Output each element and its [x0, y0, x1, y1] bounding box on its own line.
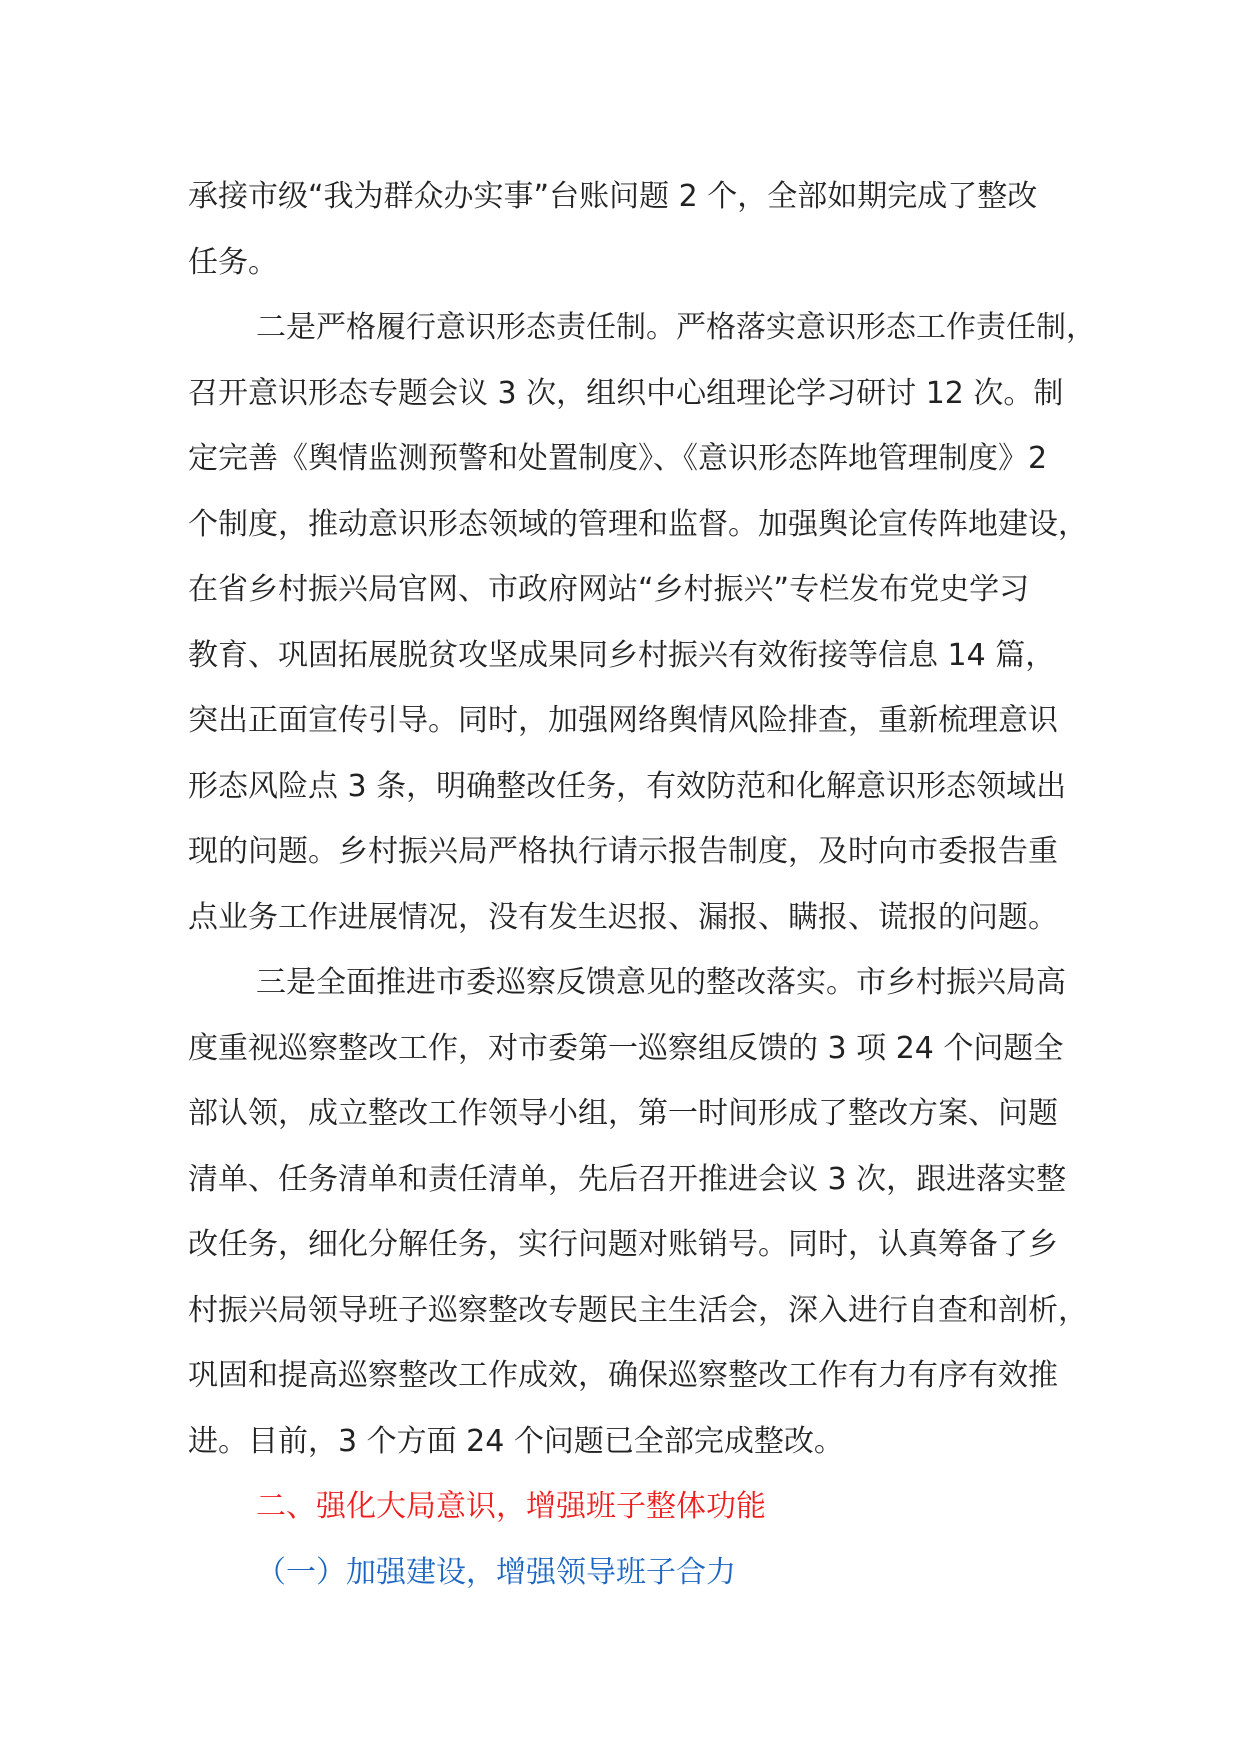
- paragraph-line: 召开意识形态专题会议 3 次，组织中心组理论学习研讨 12 次。制: [188, 375, 1064, 411]
- paragraph-line: 在省乡村振兴局官网、市政府网站“乡村振兴”专栏发布党史学习: [188, 572, 1030, 607]
- paragraph-line: 度重视巡察整改工作，对市委第一巡察组反馈的 3 项 24 个问题全: [188, 1030, 1064, 1066]
- paragraph-line: 改任务，细化分解任务，实行问题对账销号。同时，认真筹备了乡: [188, 1227, 1058, 1262]
- paragraph-line: 个制度，推动意识形态领域的管理和监督。加强舆论宣传阵地建设，: [188, 506, 1088, 542]
- subsection-heading: （一）加强建设，增强领导班子合力: [256, 1554, 736, 1590]
- document-body: [188, 164, 1096, 1605]
- paragraph-line: 承接市级“我为群众办实事”台账问题 2 个，全部如期完成了整改: [188, 179, 1038, 214]
- paragraph-line: 清单、任务清单和责任清单，先后召开推进会议 3 次，跟进落实整: [188, 1161, 1067, 1197]
- paragraph-inspection-rectification: [188, 950, 1088, 1474]
- paragraph-line: 村振兴局领导班子巡察整改专题民主生活会，深入进行自查和剖析，: [188, 1292, 1088, 1328]
- paragraph-line: 形态风险点 3 条，明确整改任务，有效防范和化解意识形态领域出: [188, 768, 1067, 804]
- paragraph-line: 点业务工作进展情况，没有发生迟报、漏报、瞒报、谎报的问题。: [188, 899, 1058, 935]
- paragraph-line: 教育、巩固拓展脱贫攻坚成果同乡村振兴有效衔接等信息 14 篇，: [188, 637, 1056, 673]
- paragraph-continuation: [188, 164, 1068, 295]
- paragraph-line: 任务。: [188, 244, 278, 280]
- paragraph-line: 现的问题。乡村振兴局严格执行请示报告制度，及时向市委报告重: [188, 834, 1058, 869]
- paragraph-line: 突出正面宣传引导。同时，加强网络舆情风险排查，重新梳理意识: [188, 703, 1058, 738]
- paragraph-ideology-responsibility: [188, 295, 1096, 950]
- paragraph-line: 二是严格履行意识形态责任制。严格落实意识形态工作责任制，: [256, 310, 1096, 345]
- paragraph-line: 巩固和提高巡察整改工作成效，确保巡察整改工作有力有序有效推: [188, 1358, 1058, 1393]
- paragraph-line: 定完善《舆情监测预警和处置制度》、《意识形态阵地管理制度》2: [188, 441, 1048, 476]
- paragraph-line: 进。目前，3 个方面 24 个问题已全部完成整改。: [188, 1423, 844, 1459]
- section-heading: 二、强化大局意识，增强班子整体功能: [256, 1489, 766, 1524]
- paragraph-line: 三是全面推进市委巡察反馈意见的整改落实。市乡村振兴局高: [256, 965, 1066, 1000]
- paragraph-line: 部认领，成立整改工作领导小组，第一时间形成了整改方案、问题: [188, 1096, 1058, 1131]
